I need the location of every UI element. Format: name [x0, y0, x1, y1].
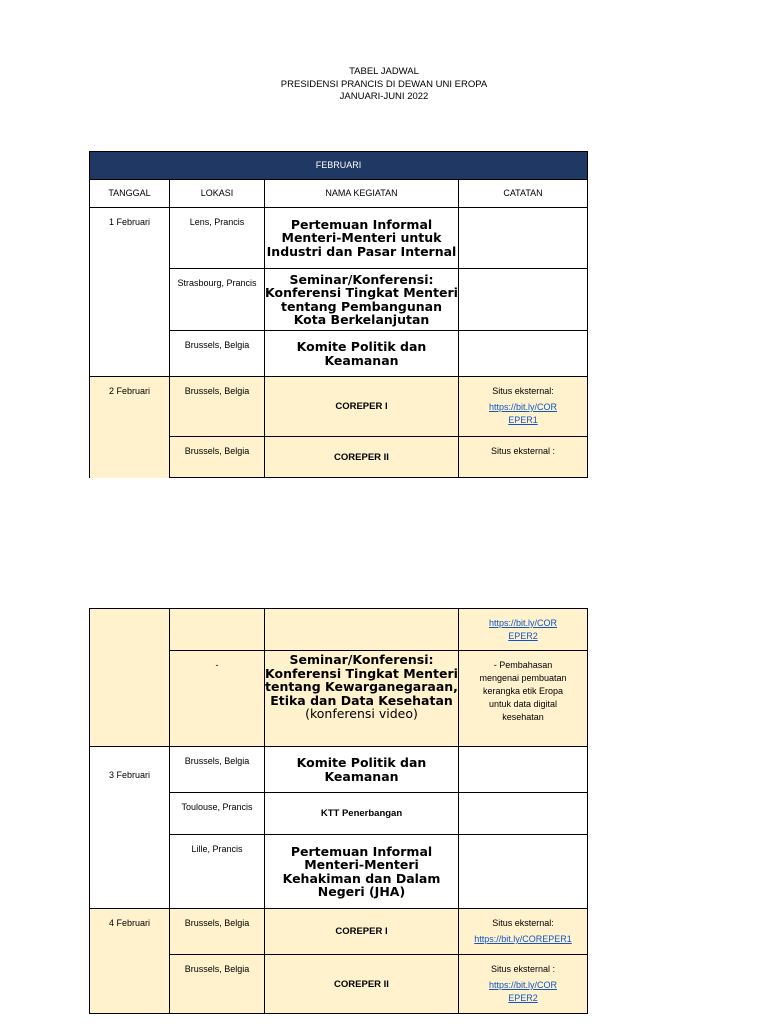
notes-cell [459, 377, 588, 437]
event-title: Seminar/Konferensi: Konferensi Tingkat Menteri tentang Kewarganegaraan, Etika dan Data Kesehatan [265, 652, 458, 708]
location-cell: Brussels, Belgia [170, 955, 265, 1014]
title-line-1: TABEL JADWAL [349, 66, 419, 77]
schedule-table-2 [89, 608, 588, 1014]
coreper1-link[interactable]: https://bit.ly/COREPER1 [488, 402, 558, 425]
location-cell: - [170, 651, 265, 747]
notes-cell [459, 747, 588, 793]
title-line-2: PRESIDENSI PRANCIS DI DEWAN UNI EROPA [280, 78, 488, 90]
schedule-table-1 [89, 151, 588, 478]
coreper2-link[interactable]: https://bit.ly/COREPER2 [488, 618, 558, 641]
location-cell: Brussels, Belgia [170, 909, 265, 955]
location-cell: Brussels, Belgia [170, 437, 265, 478]
month-header: FEBRUARI [90, 152, 588, 180]
date-cell: 4 Februari [90, 909, 170, 1014]
note-text: Situs eksternal : [490, 964, 556, 974]
event-cell [265, 651, 459, 747]
location-cell: Brussels, Belgia [170, 331, 265, 377]
notes-cell: - Pembahasan mengenai pembuatan kerangka etik Eropa untuk data digital kesehatan [459, 651, 588, 747]
event-cell: COREPER I [265, 377, 459, 437]
note-text: Situs eksternal: [492, 918, 554, 928]
event-cell: Pertemuan Informal Menteri-Menteri Kehakiman dan Dalam Negeri (JHA) [265, 835, 459, 909]
event-cell: KTT Penerbangan [265, 793, 459, 835]
date-cell: 2 Februari [90, 377, 170, 478]
notes-cell [459, 269, 588, 331]
location-cell: Toulouse, Prancis [170, 793, 265, 835]
event-cell: Komite Politik dan Keamanan [265, 331, 459, 377]
notes-cell [459, 793, 588, 835]
location-cell: Strasbourg, Prancis [170, 269, 265, 331]
event-cell: Seminar/Konferensi: Konferensi Tingkat Menteri tentang Pembangunan Kota Berkelanjutan [265, 269, 459, 331]
coreper1-link[interactable]: https://bit.ly/COREPER1 [474, 934, 572, 944]
notes-cell: Situs eksternal : [459, 437, 588, 478]
col-header-notes: CATATAN [459, 180, 588, 208]
document-title [0, 66, 768, 104]
event-cell: COREPER II [265, 955, 459, 1014]
location-cell: Lens, Prancis [170, 208, 265, 269]
location-cell: Brussels, Belgia [170, 747, 265, 793]
event-subtitle: (konferensi video) [305, 706, 418, 721]
notes-cell [459, 835, 588, 909]
notes-cell [459, 955, 588, 1014]
location-cell: Brussels, Belgia [170, 377, 265, 437]
date-cell: 3 Februari [90, 747, 170, 909]
notes-cell [459, 331, 588, 377]
notes-cell [459, 909, 588, 955]
coreper2-link[interactable]: https://bit.ly/COREPER2 [488, 980, 558, 1003]
title-line-3: JANUARI-JUNI 2022 [339, 91, 429, 102]
event-cell: Pertemuan Informal Menteri-Menteri untuk Industri dan Pasar Internal [265, 208, 459, 269]
notes-cell [459, 208, 588, 269]
location-cell [170, 609, 265, 651]
notes-cell [459, 609, 588, 651]
date-cell [90, 609, 170, 747]
location-cell: Lille, Prancis [170, 835, 265, 909]
date-cell: 1 Februari [90, 208, 170, 377]
event-cell [265, 609, 459, 651]
col-header-location: LOKASI [170, 180, 265, 208]
col-header-event: NAMA KEGIATAN [265, 180, 459, 208]
col-header-date: TANGGAL [90, 180, 170, 208]
event-cell: COREPER II [265, 437, 459, 478]
note-text: Situs eksternal: [492, 386, 554, 396]
event-cell: Komite Politik dan Keamanan [265, 747, 459, 793]
event-cell: COREPER I [265, 909, 459, 955]
